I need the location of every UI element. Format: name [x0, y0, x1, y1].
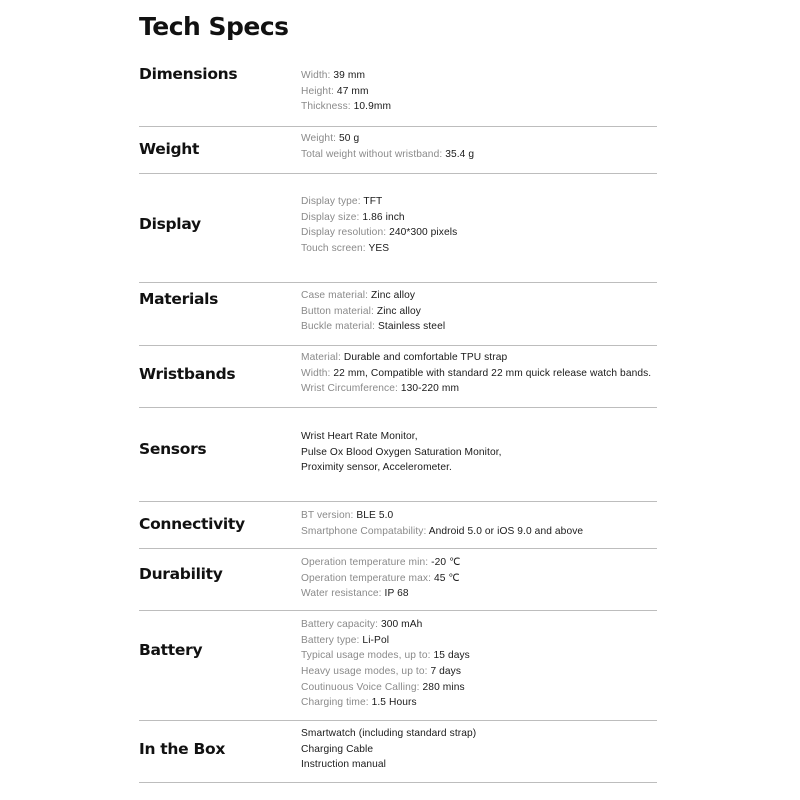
spec-line [301, 664, 470, 680]
spec-value: 15 days [433, 650, 470, 662]
spec-line [301, 84, 391, 100]
spec-value: Pulse Ox Blood Oxygen Saturation Monitor, [301, 446, 502, 458]
section-label: Dimensions [139, 65, 238, 83]
spec-value: Charging Cable [301, 743, 374, 755]
section-label: Battery [139, 641, 203, 659]
spec-value: Instruction manual [301, 759, 387, 771]
spec-value: YES [368, 243, 390, 255]
spec-key: Operation temperature max: [301, 572, 434, 584]
section-label: In the Box [139, 740, 226, 758]
spec-line [301, 429, 502, 445]
spec-line [301, 210, 457, 226]
page-title: Tech Specs [139, 12, 289, 41]
spec-lines [301, 429, 502, 476]
spec-lines [301, 508, 583, 539]
section-label: Materials [139, 290, 219, 308]
section-label: Weight [139, 140, 200, 158]
spec-key: Water resistance: [301, 588, 385, 600]
spec-key: Battery capacity: [301, 619, 381, 630]
spec-line [301, 319, 445, 335]
spec-key: Display type: [301, 196, 364, 207]
spec-line [301, 571, 461, 587]
section-label: Durability [139, 565, 223, 583]
spec-line [301, 633, 470, 649]
spec-value: 280 mins [422, 681, 465, 693]
spec-line [301, 288, 445, 304]
spec-key: Buckle material: [301, 321, 379, 333]
spec-line [301, 680, 470, 696]
spec-key: Wrist Circumference: [301, 383, 401, 395]
spec-line [301, 726, 476, 742]
spec-line [301, 524, 583, 540]
spec-line [301, 555, 461, 571]
section-divider [139, 126, 657, 127]
spec-key: Smartphone Compatability: [301, 525, 429, 537]
spec-line [301, 241, 457, 257]
spec-key: Battery type: [301, 634, 363, 646]
spec-value: Durable and comfortable TPU strap [343, 352, 508, 363]
section-divider [139, 610, 657, 611]
section-divider [139, 282, 657, 283]
spec-line [301, 695, 470, 711]
section-label: Display [139, 215, 201, 233]
spec-value: -20 ℃ [431, 557, 461, 568]
section-divider [139, 345, 657, 346]
spec-key: Operation temperature min: [301, 557, 432, 568]
spec-line [301, 508, 583, 524]
spec-line [301, 445, 502, 461]
spec-key: Width: [301, 70, 334, 81]
spec-line [301, 460, 502, 476]
spec-key: Display size: [301, 211, 363, 223]
section-divider [139, 720, 657, 721]
spec-value: 22 mm, Compatible with standard 22 mm quick release watch bands. [333, 367, 652, 379]
spec-value: Wrist Heart Rate Monitor, [301, 431, 418, 442]
spec-lines [301, 131, 474, 162]
spec-line [301, 99, 391, 115]
spec-lines [301, 726, 476, 773]
spec-value: 130-220 mm [400, 383, 460, 395]
spec-value: 1.86 inch [362, 211, 405, 223]
spec-value: 1.5 Hours [371, 697, 417, 709]
spec-value: 7 days [430, 666, 462, 678]
spec-value: 10.9mm [353, 101, 392, 113]
spec-value: Li-Pol [362, 634, 390, 646]
spec-line [301, 648, 470, 664]
section-divider [139, 173, 657, 174]
spec-line [301, 617, 470, 633]
section-label: Sensors [139, 440, 207, 458]
spec-lines [301, 288, 445, 335]
spec-key: Heavy usage modes, up to: [301, 666, 431, 678]
spec-value: 240*300 pixels [389, 227, 458, 239]
spec-line [301, 194, 457, 210]
spec-line [301, 742, 476, 758]
spec-line [301, 304, 445, 320]
spec-lines [301, 194, 457, 257]
spec-key: Total weight without wristband: [301, 148, 446, 160]
section-divider [139, 782, 657, 783]
spec-value: Zinc alloy [376, 305, 421, 317]
section-label: Connectivity [139, 515, 245, 533]
spec-key: Charging time: [301, 697, 372, 709]
section-label: Wristbands [139, 365, 236, 383]
spec-key: Coutinuous Voice Calling: [301, 681, 423, 693]
spec-key: Weight: [301, 133, 339, 144]
spec-key: Case material: [301, 290, 372, 301]
spec-key: Height: [301, 85, 337, 97]
spec-key: Typical usage modes, up to: [301, 650, 434, 662]
spec-line [301, 225, 457, 241]
spec-value: Proximity sensor, Accelerometer. [301, 462, 452, 474]
spec-line [301, 757, 476, 773]
spec-value: 39 mm [333, 70, 366, 81]
spec-line [301, 381, 651, 397]
spec-key: Touch screen: [301, 243, 369, 255]
spec-line [301, 147, 474, 163]
spec-key: BT version: [301, 510, 357, 521]
spec-lines [301, 350, 651, 397]
spec-key: Thickness: [301, 101, 354, 113]
section-divider [139, 501, 657, 502]
spec-value: TFT [363, 196, 383, 207]
spec-value: Smartwatch (including standard strap) [301, 728, 477, 739]
spec-line [301, 131, 474, 147]
section-divider [139, 548, 657, 549]
section-divider [139, 407, 657, 408]
spec-line [301, 366, 651, 382]
spec-key: Display resolution: [301, 227, 390, 239]
spec-value: 45 ℃ [433, 572, 460, 584]
spec-key: Button material: [301, 305, 377, 317]
spec-value: BLE 5.0 [356, 510, 394, 521]
spec-line [301, 350, 651, 366]
spec-lines [301, 555, 461, 602]
spec-line [301, 586, 461, 602]
spec-lines [301, 68, 391, 115]
spec-line [301, 68, 391, 84]
spec-value: Zinc alloy [371, 290, 416, 301]
spec-value: IP 68 [384, 588, 409, 600]
spec-value: 35.4 g [445, 148, 475, 160]
spec-value: 50 g [338, 133, 360, 144]
spec-value: 300 mAh [380, 619, 423, 630]
spec-lines [301, 617, 470, 711]
spec-value: 47 mm [336, 85, 369, 97]
spec-value: Android 5.0 or iOS 9.0 and above [428, 525, 584, 537]
spec-key: Width: [301, 367, 334, 379]
spec-key: Material: [301, 352, 344, 363]
spec-value: Stainless steel [378, 321, 446, 333]
